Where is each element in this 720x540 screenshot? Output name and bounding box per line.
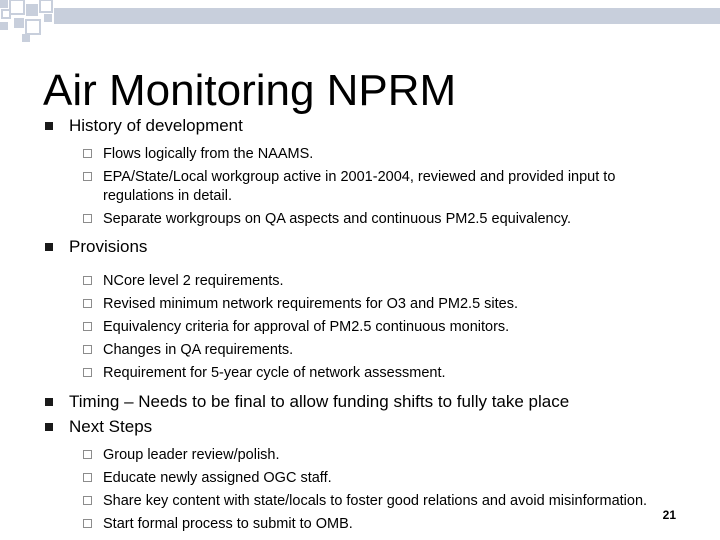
sub-bullet (0, 341, 720, 360)
sub-bullet-text: Changes in QA requirements. (103, 342, 294, 358)
square-bullet-icon (45, 398, 53, 406)
sub-bullet (0, 446, 720, 465)
sub-bullet (0, 210, 720, 229)
sub-bullet-text: NCore level 2 requirements. (103, 273, 284, 289)
sub-bullet-text: Flows logically from the NAAMS. (103, 146, 314, 162)
sub-bullet (0, 318, 720, 337)
checkbox-bullet-icon (83, 473, 92, 482)
sub-bullet (0, 272, 720, 291)
bullet-history (0, 115, 720, 137)
sub-bullet-text: Start formal process to submit to OMB. (103, 515, 353, 532)
bullet-text: Next Steps (69, 416, 153, 436)
checkbox-bullet-icon (83, 450, 92, 459)
sub-bullet-text: Educate newly assigned OGC staff. (103, 469, 332, 486)
sub-bullet (0, 469, 720, 488)
checkbox-bullet-icon (83, 345, 92, 354)
sub-bullet (0, 492, 720, 511)
bullet-timing (0, 391, 720, 413)
square-bullet-icon (45, 423, 53, 431)
bullet-text: History of development (69, 116, 243, 135)
checkbox-bullet-icon (83, 276, 92, 285)
header-decoration (0, 0, 720, 60)
sub-bullet (0, 295, 720, 314)
bullet-text: Provisions (69, 237, 148, 256)
sub-bullet (0, 145, 720, 164)
sub-bullet-text: Group leader review/polish. (103, 446, 280, 463)
sub-bullet-text: EPA/State/Local workgroup active in 2001-2004, reviewed and provided input to regulations in detail. (103, 169, 616, 204)
sub-bullet-text: Revised minimum network requirements for O3 and PM2.5 sites. (103, 296, 519, 312)
checkbox-bullet-icon (83, 496, 92, 505)
page-number: 21 (662, 508, 676, 522)
sub-bullet (0, 364, 720, 383)
checkbox-bullet-icon (83, 214, 92, 223)
slide-title: Air Monitoring NPRM (43, 66, 457, 115)
sub-bullet-text: Equivalency criteria for approval of PM2.5 continuous monitors. (103, 319, 510, 335)
checkbox-bullet-icon (83, 149, 92, 158)
bullet-provisions (0, 236, 720, 258)
sub-bullet-text: Requirement for 5-year cycle of network assessment. (103, 365, 446, 381)
sub-bullet (0, 515, 720, 534)
bullet-next-steps (0, 416, 720, 438)
square-bullet-icon (45, 243, 53, 251)
checkbox-bullet-icon (83, 299, 92, 308)
checkbox-bullet-icon (83, 172, 92, 181)
bullet-text: Timing – Needs to be final to allow funding shifts to fully take place (69, 391, 570, 411)
sub-bullet-text: Share key content with state/locals to foster good relations and avoid misinformation. (103, 492, 648, 509)
checkbox-bullet-icon (83, 519, 92, 528)
slide-content (0, 113, 720, 533)
checkbox-bullet-icon (83, 322, 92, 331)
sub-bullet-text: Separate workgroups on QA aspects and continuous PM2.5 equivalency. (103, 210, 572, 227)
sub-bullet (0, 168, 720, 205)
square-bullet-icon (45, 122, 53, 130)
checkbox-bullet-icon (83, 368, 92, 377)
